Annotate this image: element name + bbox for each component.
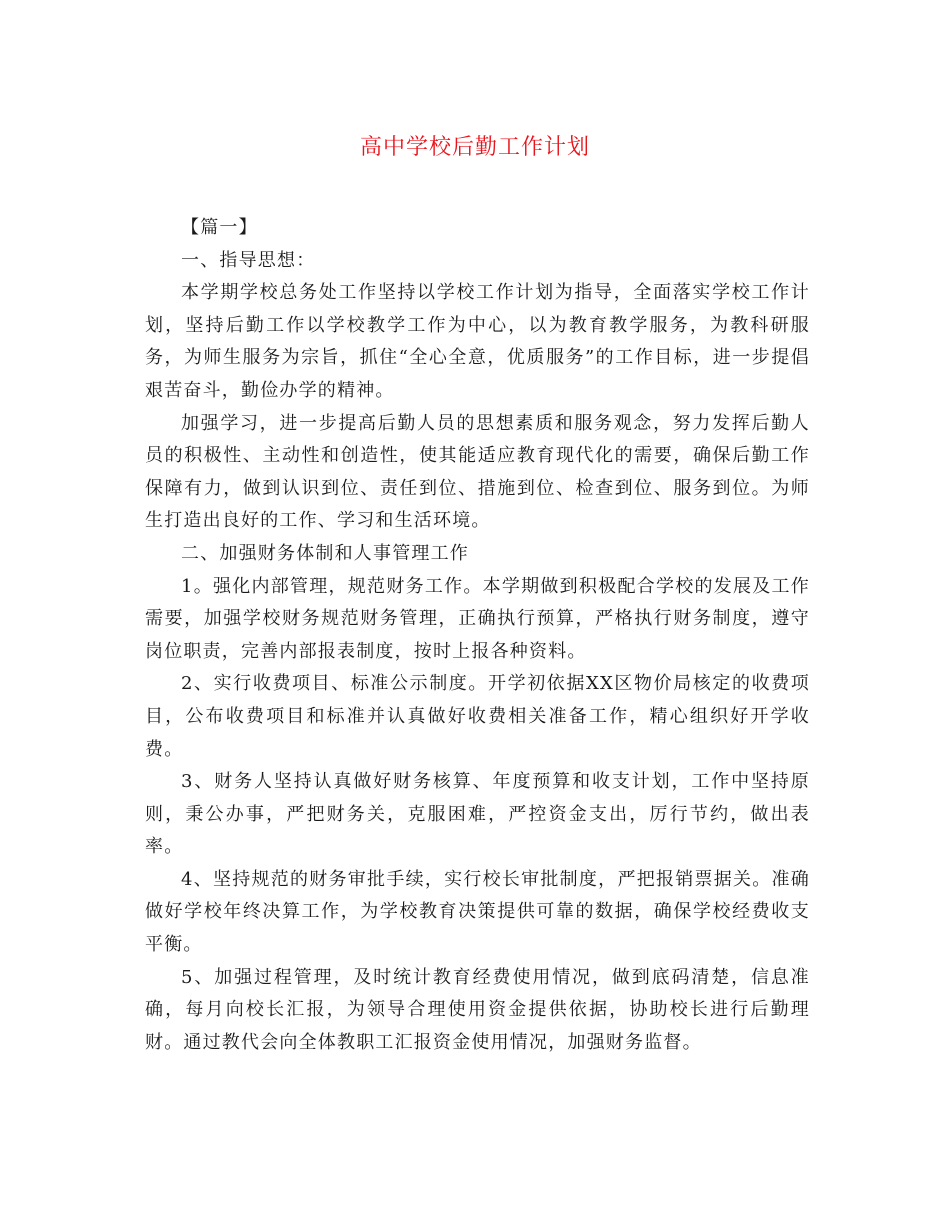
section-heading-part-one: 【篇一】 (181, 217, 258, 238)
heading-finance-personnel: 二、加强财务体制和人事管理工作 (181, 542, 469, 564)
heading-guiding-ideology: 一、指导思想： (181, 249, 316, 271)
document-title: 高中学校后勤工作计划 (359, 135, 590, 160)
document-body (145, 212, 810, 1059)
list-item: 4、坚持规范的财务审批手续，实行校长审批制度，严把报销票据关。准确做好学校年终决算工作，为学校教育决策提供可靠的数据，确保学校经费收支平衡。 (145, 868, 810, 956)
list-item: 1。强化内部管理，规范财务工作。本学期做到积极配合学校的发展及工作需要，加强学校财务规范财务管理，正确执行预算，严格执行财务制度，遵守岗位职责，完善内部报表制度，按时上报各种资料。 (145, 575, 810, 662)
list-item: 5、加强过程管理，及时统计教育经费使用情况，做到底码清楚，信息准确，每月向校长汇报，为领导合理使用资金提供依据，协助校长进行后勤理财。通过教代会向全体教职工汇报资金使用情况，加强财务监督。 (145, 966, 810, 1053)
list-item: 2、实行收费项目、标准公示制度。开学初依据XX区物价局核定的收费项目，公布收费项目和标准并认真做好收费相关准备工作，精心组织好开学收费。 (145, 673, 810, 760)
paragraph: 加强学习，进一步提高后勤人员的思想素质和服务观念，努力发挥后勤人员的积极性、主动性和创造性，使其能适应教育现代化的需要，确保后勤工作保障有力，做到认识到位、责任到位、措施到位、检查到位、服务到位。为师生打造出良好的工作、学习和生活环境。 (145, 412, 810, 532)
list-item: 3、财务人坚持认真做好财务核算、年度预算和收支计划，工作中坚持原则，秉公办事，严把财务关，克服困难，严控资金支出，厉行节约，做出表率。 (145, 771, 810, 858)
paragraph: 本学期学校总务处工作坚持以学校工作计划为指导，全面落实学校工作计划，坚持后勤工作以学校教学工作为中心，以为教育教学服务，为教科研服务，为师生服务为宗旨，抓住“全心全意，优质服务”的工作目标，进一步提倡艰苦奋斗，勤俭办学的精神。 (145, 282, 810, 401)
